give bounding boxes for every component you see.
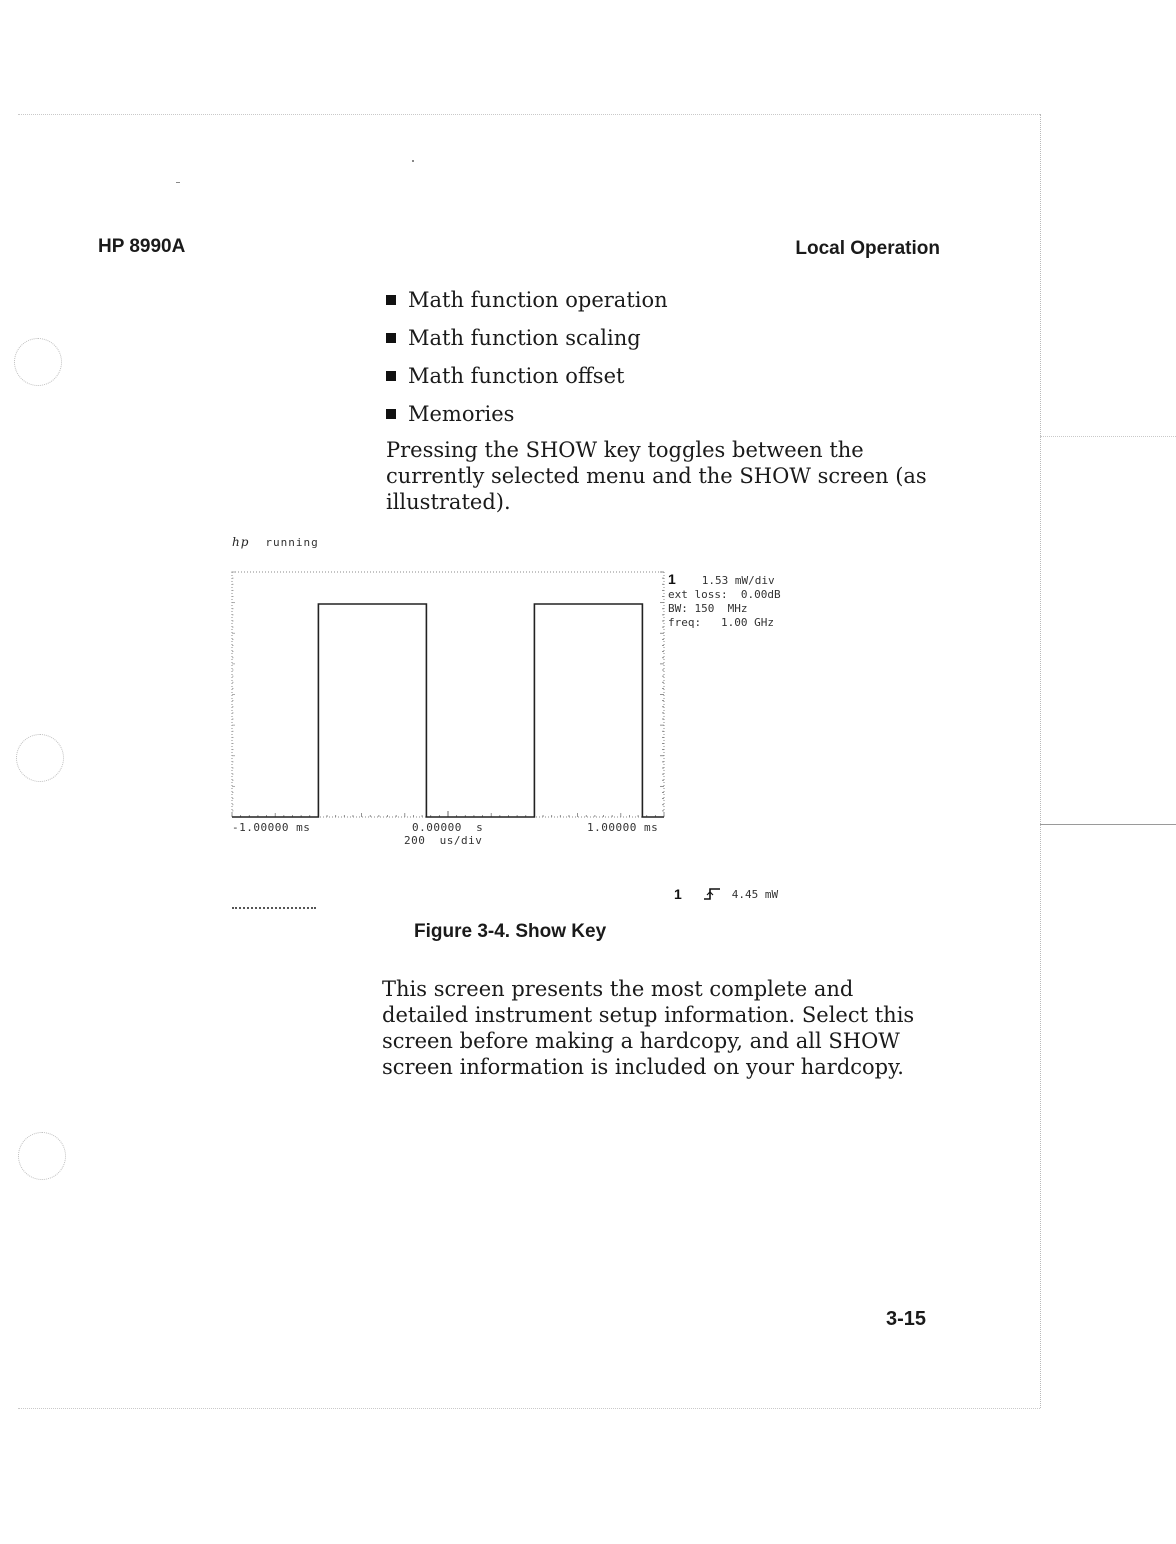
divider-tab-edge (1040, 436, 1176, 437)
graticule-frame (232, 572, 664, 817)
list-item (386, 281, 668, 319)
bullet-square-icon (386, 371, 396, 381)
figure-caption: Figure 3-4. Show Key (414, 921, 607, 942)
trigger-channel: 1 (674, 886, 682, 902)
punch-hole (14, 338, 62, 386)
list-item (386, 395, 668, 433)
scope-settings-panel (668, 572, 781, 630)
list-item (386, 357, 668, 395)
punch-hole (16, 734, 64, 782)
vertical-scale: 1.53 mW/div (701, 574, 775, 587)
scope-status-text: running (265, 536, 319, 549)
time-center-label: 0.00000 s (412, 821, 484, 834)
time-right-label: 1.00000 ms (587, 821, 659, 834)
frequency-readout: freq: 1.00 GHz (668, 616, 774, 629)
rising-edge-icon (704, 887, 720, 901)
bullet-square-icon (386, 295, 396, 305)
scope-waveform-display (228, 566, 668, 822)
bullet-square-icon (386, 333, 396, 343)
hp-logo-icon: hp (232, 535, 250, 549)
bullet-square-icon (386, 409, 396, 419)
list-item (386, 319, 668, 357)
list-item-text: Math function scaling (408, 326, 641, 350)
page-edge-bottom (18, 1408, 1040, 1409)
header-doc-title: HP 8990A (98, 236, 186, 257)
scope-status-line (232, 535, 319, 549)
bandwidth-readout: BW: 150 MHz (668, 602, 748, 615)
channel-number: 1 (668, 571, 676, 587)
waveform-trace (232, 604, 664, 817)
time-left-label: -1.00000 ms (232, 821, 311, 834)
header-section-title: Local Operation (795, 238, 940, 259)
list-item-text: Memories (408, 402, 515, 426)
trigger-readout (674, 886, 778, 902)
timebase-label: 200 us/div (404, 834, 483, 847)
page-edge-top (18, 114, 1040, 115)
ext-loss-readout: ext loss: 0.00dB (668, 588, 781, 601)
paragraph-screen-description: This screen presents the most complete and detailed instrument setup information. Select this screen before making a hardcopy, and all SHOW screen information is included on your hardcopy. (382, 977, 915, 1079)
scan-speck (412, 160, 414, 162)
trigger-level: 4.45 mW (731, 887, 779, 901)
scan-speck (176, 182, 180, 183)
page-number: 3-15 (886, 1308, 927, 1330)
bullet-list (386, 281, 668, 433)
graticule-ticks (232, 572, 664, 817)
dotted-rule (232, 907, 316, 909)
list-item-text: Math function operation (408, 288, 668, 312)
list-item-text: Math function offset (408, 364, 625, 388)
paragraph-show-key: Pressing the SHOW key toggles between the currently selected menu and the SHOW screen (as illustrated). (386, 438, 927, 514)
page-edge-right (1040, 114, 1041, 1408)
divider-tab-edge (1040, 824, 1176, 825)
punch-hole (18, 1132, 66, 1180)
